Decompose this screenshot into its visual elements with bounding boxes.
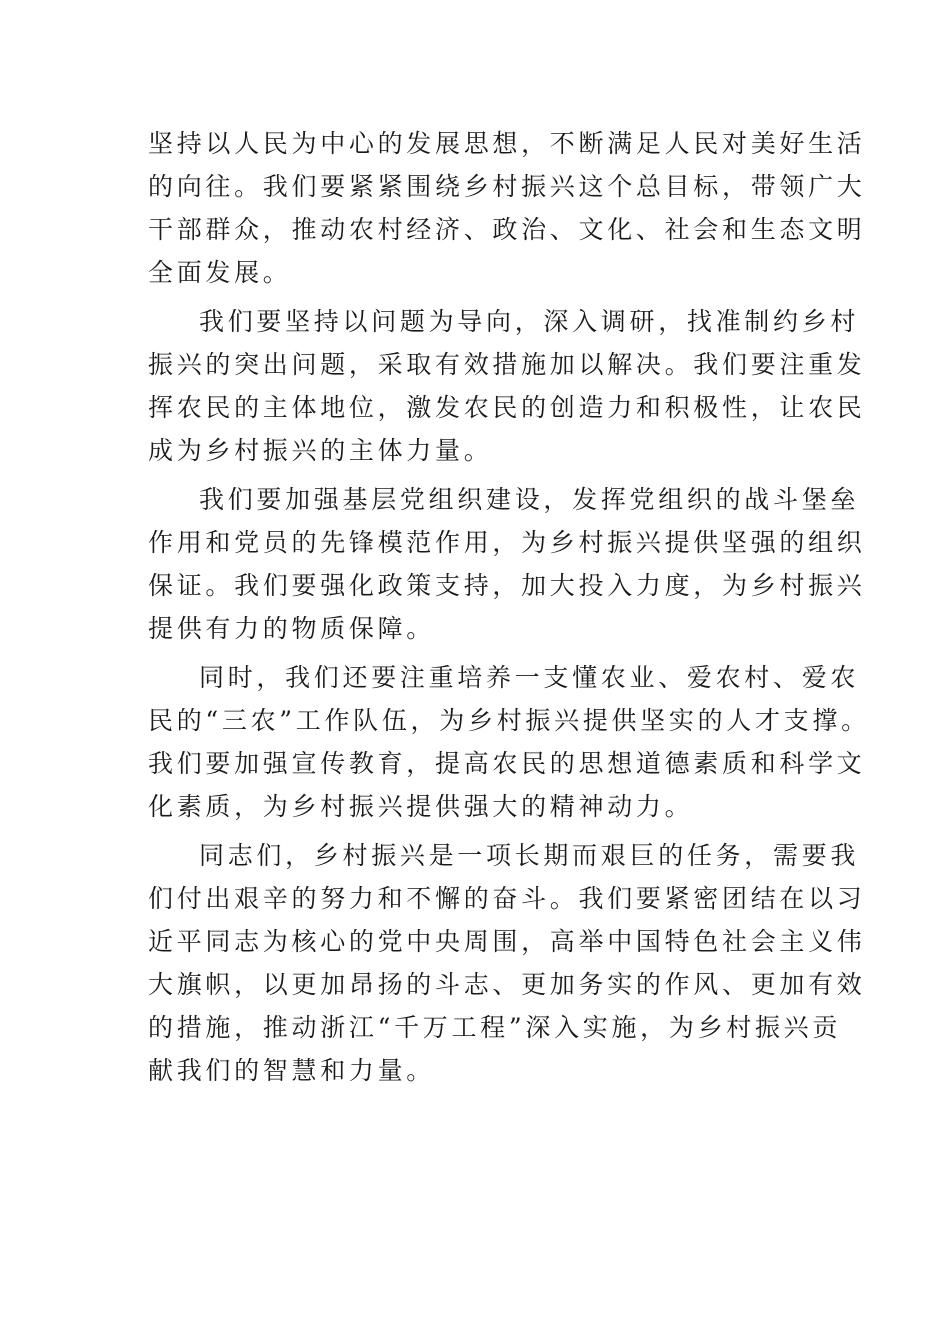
paragraph-line: 挥农民的主体地位，激发农民的创造力和积极性，让农民 xyxy=(148,393,866,422)
paragraph-line: 振兴的突出问题，采取有效措施加以解决。我们要注重发 xyxy=(148,350,866,379)
paragraph-line: 献我们的智慧和力量。 xyxy=(148,1056,436,1085)
paragraph-line: 我们要加强基层党组织建设，发挥党组织的战斗堡垒 xyxy=(199,485,860,514)
paragraph-line: 的向往。我们要紧紧围绕乡村振兴这个总目标，带领广大 xyxy=(148,172,866,201)
paragraph-1 xyxy=(148,122,866,294)
paragraph-line: 作用和党员的先锋模范作用，为乡村振兴提供坚强的组织 xyxy=(148,528,866,557)
paragraph-2 xyxy=(148,300,866,472)
paragraph-line: 全面发展。 xyxy=(148,258,292,287)
paragraph-line: 们付出艰辛的努力和不懈的奋斗。我们要紧密团结在以习 xyxy=(148,884,866,913)
paragraph-5 xyxy=(148,834,866,1092)
paragraph-line: 民的“三农”工作队伍，为乡村振兴提供坚实的人才支撑。 xyxy=(148,706,870,735)
paragraph-line: 近平同志为核心的党中央周围，高举中国特色社会主义伟 xyxy=(148,927,866,956)
paragraph-3 xyxy=(148,478,866,650)
paragraph-line: 坚持以人民为中心的发展思想，不断满足人民对美好生活 xyxy=(148,129,866,158)
paragraph-line: 干部群众，推动农村经济、政治、文化、社会和生态文明 xyxy=(148,215,866,244)
paragraph-line: 我们要加强宣传教育，提高农民的思想道德素质和科学文 xyxy=(148,749,866,778)
paragraph-line: 化素质，为乡村振兴提供强大的精神动力。 xyxy=(148,792,694,821)
paragraph-line: 成为乡村振兴的主体力量。 xyxy=(148,436,493,465)
paragraph-line: 保证。我们要强化政策支持，加大投入力度，为乡村振兴 xyxy=(148,571,866,600)
document-body xyxy=(148,122,870,1098)
paragraph-4 xyxy=(148,656,870,828)
paragraph-line: 同志们，乡村振兴是一项长期而艰巨的任务，需要我 xyxy=(199,841,860,870)
paragraph-line: 提供有力的物质保障。 xyxy=(148,614,436,643)
paragraph-line: 大旗帜，以更加昂扬的斗志、更加务实的作风、更加有效 xyxy=(148,970,866,999)
paragraph-line: 的措施，推动浙江“千万工程”深入实施，为乡村振兴贡 xyxy=(148,1013,842,1042)
paragraph-line: 同时，我们还要注重培养一支懂农业、爱农村、爱农 xyxy=(199,663,860,692)
paragraph-line: 我们要坚持以问题为导向，深入调研，找准制约乡村 xyxy=(199,307,860,336)
